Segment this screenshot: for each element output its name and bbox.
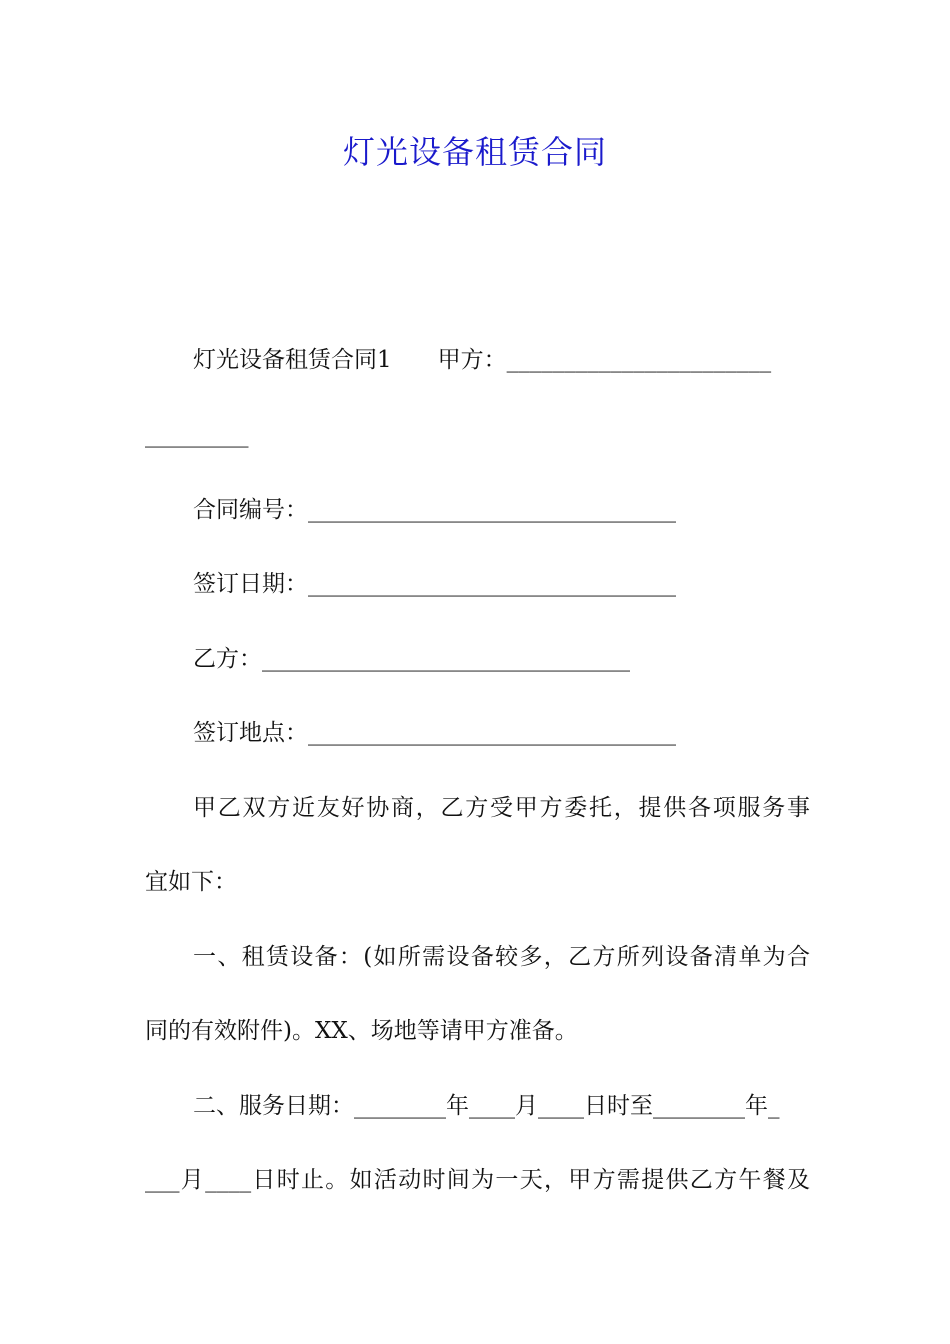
party-a-blank-continuation: _________ xyxy=(145,422,249,448)
contract-heading-party-a-line: 灯光设备租赁合同1 甲方：_______________________ xyxy=(193,347,772,373)
clause-2-line-1: 二、服务日期：________年____月____日时至________年_ xyxy=(193,1093,780,1119)
party-b-line: 乙方：________________________________ xyxy=(193,646,630,672)
intro-paragraph-line-2: 宜如下： xyxy=(145,869,237,895)
clause-2-line-2: ___月____日时止。如活动时间为一天，甲方需提供乙方午餐及 xyxy=(145,1167,810,1193)
intro-paragraph-line-1: 甲乙双方近友好协商，乙方受甲方委托，提供各项服务事 xyxy=(193,795,810,821)
clause-1-line-2: 同的有效附件)。XX、场地等请甲方准备。 xyxy=(145,1018,578,1044)
signing-place-line: 签订地点：________________________________ xyxy=(193,720,676,746)
signing-date-line: 签订日期：________________________________ xyxy=(193,571,676,597)
contract-number-line: 合同编号：________________________________ xyxy=(193,497,676,523)
document-title: 灯光设备租赁合同 xyxy=(342,133,607,171)
clause-1-line-1: 一、租赁设备：(如所需设备较多，乙方所列设备清单为合 xyxy=(193,944,810,970)
